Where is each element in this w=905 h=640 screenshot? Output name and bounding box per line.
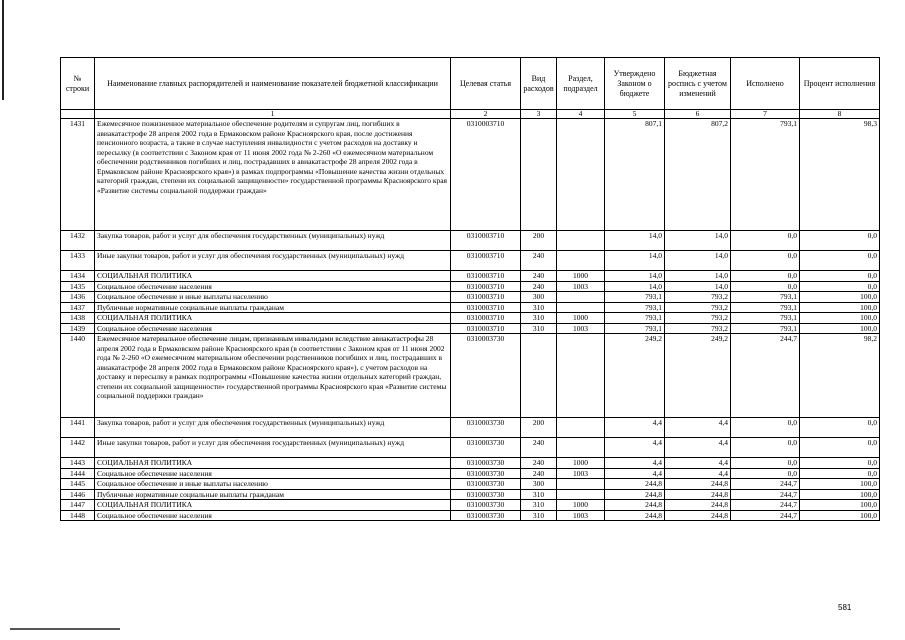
row-number: 1438 [61, 313, 95, 324]
row-name: Социальное обеспечение и иные выплаты населению [95, 292, 451, 303]
table-row [61, 292, 880, 303]
table-body [61, 119, 880, 521]
row-number: 1433 [61, 251, 95, 271]
row-percent: 98,3 [800, 119, 880, 231]
row-executed: 244,7 [731, 489, 800, 500]
table-row [61, 458, 880, 469]
table-row [61, 479, 880, 490]
table-row [61, 510, 880, 521]
row-target-article: 0310003710 [451, 281, 521, 292]
row-number: 1448 [61, 510, 95, 521]
row-budget-schedule: 793,2 [665, 313, 731, 324]
column-index: 2 [451, 110, 521, 119]
table-row [61, 271, 880, 282]
row-expense-type: 240 [521, 251, 557, 271]
row-number: 1434 [61, 271, 95, 282]
row-budget-schedule: 4,4 [665, 438, 731, 458]
row-section [557, 119, 605, 231]
row-target-article: 0310003730 [451, 458, 521, 469]
row-name: Иные закупки товаров, работ и услуг для обеспечения государственных (муниципальных) нужд [95, 251, 451, 271]
row-section: 1000 [557, 458, 605, 469]
row-approved: 4,4 [605, 458, 665, 469]
row-name: Ежемесячное пожизненное материальное обеспечение родителям и супругам лиц, погибших в авиакатастрофе 28 апреля 2002 года в Ермаковском районе Красноярского края, после достижения пенсионного возраста, а также в случае наступления инвалидности с учетом расходов на доставку и пересылку (в соответствии с Законом края от 11 июня 2002 года № 2-260 «О ежемесячном материальном обеспечении родственников погибших и лиц, пострадавших в авиакатастрофе 28 апреля 2002 года в Ермаковском районе Красноярского края») в рамках подпрограммы «Повышение качества жизни отдельных категорий граждан, степени их социальной защищенности» государственной программы Красноярского края «Развитие системы социальной поддержки граждан» [95, 119, 451, 231]
row-target-article: 0310003710 [451, 313, 521, 324]
row-expense-type: 300 [521, 292, 557, 303]
row-executed: 793,1 [731, 292, 800, 303]
row-section [557, 231, 605, 251]
row-executed: 244,7 [731, 479, 800, 490]
table-header-row [61, 58, 880, 110]
table-row [61, 251, 880, 271]
row-percent: 100,0 [800, 292, 880, 303]
row-number: 1437 [61, 302, 95, 313]
column-index: 4 [557, 110, 605, 119]
row-approved: 249,2 [605, 334, 665, 418]
row-executed: 0,0 [731, 458, 800, 469]
row-target-article: 0310003730 [451, 479, 521, 490]
row-name: Социальное обеспечение и иные выплаты населению [95, 479, 451, 490]
column-index: 1 [95, 110, 451, 119]
column-index: 7 [731, 110, 800, 119]
row-number: 1436 [61, 292, 95, 303]
column-index: 5 [605, 110, 665, 119]
row-executed: 793,1 [731, 323, 800, 334]
row-target-article: 0310003730 [451, 418, 521, 438]
row-budget-schedule: 244,8 [665, 479, 731, 490]
table-row [61, 418, 880, 438]
row-approved: 14,0 [605, 251, 665, 271]
row-number: 1441 [61, 418, 95, 438]
row-executed: 244,7 [731, 334, 800, 418]
row-number: 1435 [61, 281, 95, 292]
row-section: 1000 [557, 313, 605, 324]
row-executed: 0,0 [731, 468, 800, 479]
row-name: Закупка товаров, работ и услуг для обеспечения государственных (муниципальных) нужд [95, 231, 451, 251]
row-target-article: 0310003710 [451, 292, 521, 303]
row-expense-type: 300 [521, 479, 557, 490]
row-target-article: 0310003730 [451, 510, 521, 521]
row-approved: 4,4 [605, 468, 665, 479]
row-percent: 100,0 [800, 313, 880, 324]
row-budget-schedule: 249,2 [665, 334, 731, 418]
row-approved: 4,4 [605, 438, 665, 458]
row-approved: 793,1 [605, 302, 665, 313]
row-budget-schedule: 793,2 [665, 323, 731, 334]
row-budget-schedule: 14,0 [665, 231, 731, 251]
row-number: 1439 [61, 323, 95, 334]
row-percent: 0,0 [800, 271, 880, 282]
column-index-row [61, 110, 880, 119]
row-budget-schedule: 4,4 [665, 418, 731, 438]
row-budget-schedule: 244,8 [665, 510, 731, 521]
row-section [557, 302, 605, 313]
row-name: Социальное обеспечение населения [95, 468, 451, 479]
header-executed: Исполнено [731, 58, 800, 110]
row-name: Ежемесячное материальное обеспечение лицам, признанным инвалидами вследствие авиакатастрофы 28 апреля 2002 года в Ермаковском районе Красноярского края (в соответствии с Законом края от 11 июня 2002 года № 2-260 «О ежемесячном материальном обеспечении родственников погибших и лиц, пострадавших в авиакатастрофе 28 апреля 2002 года в Ермаковском районе Красноярского края»), с учетом расходов на доставку и пересылку в рамках подпрограммы «Повышение качества жизни отдельных категорий граждан, степени их социальной защищенности» государственной программы Красноярского края «Развитие системы социальной поддержки граждан» [95, 334, 451, 418]
header-percent: Процент исполнения [800, 58, 880, 110]
row-executed: 0,0 [731, 418, 800, 438]
row-section [557, 479, 605, 490]
table-row [61, 489, 880, 500]
row-budget-schedule: 14,0 [665, 251, 731, 271]
row-name: Публичные нормативные социальные выплаты гражданам [95, 489, 451, 500]
row-target-article: 0310003730 [451, 438, 521, 458]
row-number: 1431 [61, 119, 95, 231]
row-section [557, 292, 605, 303]
row-name: СОЦИАЛЬНАЯ ПОЛИТИКА [95, 500, 451, 511]
row-executed: 0,0 [731, 251, 800, 271]
header-name: Наименование главных распорядителей и наименование показателей бюджетной классификации [95, 58, 451, 110]
row-name: СОЦИАЛЬНАЯ ПОЛИТИКА [95, 458, 451, 469]
row-budget-schedule: 244,8 [665, 489, 731, 500]
row-approved: 14,0 [605, 231, 665, 251]
row-approved: 793,1 [605, 313, 665, 324]
row-target-article: 0310003730 [451, 468, 521, 479]
row-target-article: 0310003710 [451, 271, 521, 282]
row-number: 1442 [61, 438, 95, 458]
table-row [61, 468, 880, 479]
row-percent: 0,0 [800, 418, 880, 438]
row-approved: 244,8 [605, 510, 665, 521]
row-name: Иные закупки товаров, работ и услуг для обеспечения государственных (муниципальных) нужд [95, 438, 451, 458]
row-percent: 0,0 [800, 251, 880, 271]
row-executed: 0,0 [731, 231, 800, 251]
row-approved: 807,1 [605, 119, 665, 231]
row-expense-type: 200 [521, 231, 557, 251]
row-expense-type: 200 [521, 418, 557, 438]
row-section [557, 438, 605, 458]
row-section: 1003 [557, 510, 605, 521]
row-budget-schedule: 14,0 [665, 271, 731, 282]
row-name: Закупка товаров, работ и услуг для обеспечения государственных (муниципальных) нужд [95, 418, 451, 438]
row-budget-schedule: 4,4 [665, 468, 731, 479]
table-row [61, 323, 880, 334]
row-percent: 0,0 [800, 281, 880, 292]
table-row [61, 313, 880, 324]
row-number: 1432 [61, 231, 95, 251]
row-expense-type: 240 [521, 458, 557, 469]
row-executed: 0,0 [731, 438, 800, 458]
row-name: СОЦИАЛЬНАЯ ПОЛИТИКА [95, 271, 451, 282]
table-row [61, 302, 880, 313]
row-section: 1000 [557, 271, 605, 282]
row-approved: 14,0 [605, 281, 665, 292]
column-index: 3 [521, 110, 557, 119]
row-number: 1447 [61, 500, 95, 511]
row-target-article: 0310003710 [451, 323, 521, 334]
row-number: 1443 [61, 458, 95, 469]
row-expense-type [521, 334, 557, 418]
row-approved: 793,1 [605, 323, 665, 334]
row-section: 1003 [557, 281, 605, 292]
row-budget-schedule: 4,4 [665, 458, 731, 469]
row-percent: 100,0 [800, 302, 880, 313]
header-section: Раздел, подраздел [557, 58, 605, 110]
row-expense-type: 310 [521, 323, 557, 334]
row-name: Социальное обеспечение населения [95, 510, 451, 521]
row-expense-type: 310 [521, 500, 557, 511]
row-expense-type: 240 [521, 438, 557, 458]
table-row [61, 334, 880, 418]
row-target-article: 0310003730 [451, 334, 521, 418]
table-row [61, 119, 880, 231]
row-budget-schedule: 793,2 [665, 302, 731, 313]
row-section: 1003 [557, 323, 605, 334]
row-budget-schedule: 793,2 [665, 292, 731, 303]
row-section [557, 489, 605, 500]
row-budget-schedule: 14,0 [665, 281, 731, 292]
row-percent: 100,0 [800, 489, 880, 500]
header-budget-schedule: Бюджетная роспись с учетом изменений [665, 58, 731, 110]
row-expense-type: 240 [521, 468, 557, 479]
header-row-number: № строки [61, 58, 95, 110]
row-percent: 100,0 [800, 479, 880, 490]
row-expense-type [521, 119, 557, 231]
row-executed: 793,1 [731, 119, 800, 231]
row-percent: 100,0 [800, 323, 880, 334]
page-number: 581 [838, 603, 852, 612]
column-index: 8 [800, 110, 880, 119]
row-executed: 793,1 [731, 313, 800, 324]
row-executed: 244,7 [731, 510, 800, 521]
row-percent: 0,0 [800, 468, 880, 479]
row-approved: 4,4 [605, 418, 665, 438]
scan-artifact-left [2, 0, 4, 100]
row-approved: 244,8 [605, 500, 665, 511]
row-percent: 100,0 [800, 500, 880, 511]
table-row [61, 231, 880, 251]
row-percent: 0,0 [800, 231, 880, 251]
row-section: 1000 [557, 500, 605, 511]
row-percent: 0,0 [800, 458, 880, 469]
row-approved: 793,1 [605, 292, 665, 303]
row-percent: 98,2 [800, 334, 880, 418]
row-target-article: 0310003710 [451, 251, 521, 271]
row-expense-type: 310 [521, 302, 557, 313]
row-target-article: 0310003730 [451, 500, 521, 511]
budget-execution-table [60, 57, 880, 521]
row-section [557, 251, 605, 271]
row-approved: 244,8 [605, 489, 665, 500]
row-name: Социальное обеспечение населения [95, 323, 451, 334]
row-expense-type: 240 [521, 281, 557, 292]
row-executed: 244,7 [731, 500, 800, 511]
row-target-article: 0310003710 [451, 231, 521, 251]
table-row [61, 438, 880, 458]
row-expense-type: 240 [521, 271, 557, 282]
row-number: 1444 [61, 468, 95, 479]
header-expense-type: Вид расходов [521, 58, 557, 110]
row-approved: 244,8 [605, 479, 665, 490]
row-expense-type: 310 [521, 489, 557, 500]
header-approved: Утверждено Законом о бюджете [605, 58, 665, 110]
row-expense-type: 310 [521, 510, 557, 521]
row-executed: 793,1 [731, 302, 800, 313]
row-target-article: 0310003710 [451, 119, 521, 231]
row-name: СОЦИАЛЬНАЯ ПОЛИТИКА [95, 313, 451, 324]
row-target-article: 0310003710 [451, 302, 521, 313]
column-index: 6 [665, 110, 731, 119]
header-target-article: Целевая статья [451, 58, 521, 110]
table-row [61, 500, 880, 511]
row-percent: 0,0 [800, 438, 880, 458]
row-executed: 0,0 [731, 271, 800, 282]
row-number: 1446 [61, 489, 95, 500]
row-name: Публичные нормативные социальные выплаты гражданам [95, 302, 451, 313]
row-budget-schedule: 244,8 [665, 500, 731, 511]
scan-artifact-bottom [10, 628, 120, 630]
row-number: 1445 [61, 479, 95, 490]
row-executed: 0,0 [731, 281, 800, 292]
table-row [61, 281, 880, 292]
row-target-article: 0310003730 [451, 489, 521, 500]
column-index [61, 110, 95, 119]
row-budget-schedule: 807,2 [665, 119, 731, 231]
row-number: 1440 [61, 334, 95, 418]
row-name: Социальное обеспечение населения [95, 281, 451, 292]
row-section [557, 334, 605, 418]
row-section [557, 418, 605, 438]
row-approved: 14,0 [605, 271, 665, 282]
row-expense-type: 310 [521, 313, 557, 324]
row-section: 1003 [557, 468, 605, 479]
row-percent: 100,0 [800, 510, 880, 521]
